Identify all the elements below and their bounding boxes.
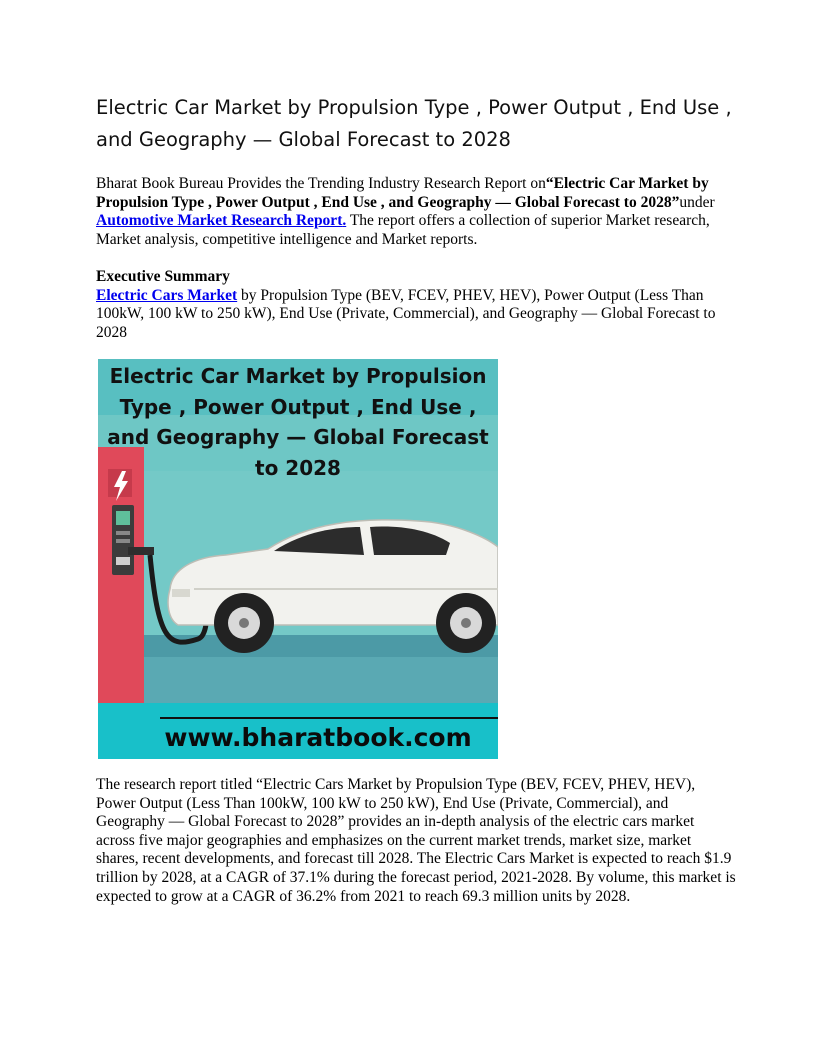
electric-car-icon	[168, 520, 498, 653]
banner-title: Electric Car Market by Propulsion Type , Power Output , End Use , and Geography — Global Forecast to 2028	[107, 364, 489, 480]
executive-summary-heading: Executive Summary	[96, 268, 230, 285]
banner-divider-line	[160, 717, 498, 719]
banner-ground	[98, 655, 498, 703]
intro-text-after: The report offers a collection of superior Market research, Market analysis, competitive intelligence and Market reports.	[96, 212, 710, 248]
automotive-report-link-suffix: .	[342, 212, 347, 230]
executive-summary	[96, 268, 736, 342]
banner-road	[98, 635, 498, 657]
intro-report-title: “Electric Car Market by Propulsion Type , Power Output , End Use , and Geography — Global Forecast to 2028”	[96, 175, 709, 211]
intro-text-under: under	[679, 193, 715, 211]
automotive-report-link[interactable]	[96, 212, 346, 229]
intro-text-before: Bharat Book Bureau Provides the Trending Industry Research Report on	[96, 175, 546, 192]
report-banner-image	[98, 359, 498, 759]
report-description-paragraph: The research report titled “Electric Cars Market by Propulsion Type (BEV, FCEV, PHEV, HEV), Power Output (Less Than 100kW, 100 kW to 250 kW), End Use (Private, Commercial), and Geography — Global Forecast to 2028” provides an in-depth analysis of the electric cars market across five major geographies and emphasizes on the current market trends, market size, market shares, recent developments, and forecast till 2028. The Electric Cars Market is expected to reach $1.9 trillion by 2028, at a CAGR of 37.1% during the forecast period, 2021-2028. By volume, this market is expected to grow at a CAGR of 36.2% from 2021 to reach 69.3 million units by 2028.	[96, 776, 736, 905]
intro-paragraph	[96, 175, 736, 249]
automotive-report-link-label: Automotive Market Research Report	[96, 212, 343, 230]
electric-cars-market-link[interactable]: Electric Cars Market	[96, 286, 238, 304]
executive-summary-text: by Propulsion Type (BEV, FCEV, PHEV, HEV), Power Output (Less Than 100kW, 100 kW to 250 kW), End Use (Private, Commercial), and Geography — Global Forecast to 2028	[96, 286, 716, 341]
page-title: Electric Car Market by Propulsion Type , Power Output , End Use , and Geography — Global Forecast to 2028	[96, 96, 732, 151]
banner-url: www.bharatbook.com	[164, 723, 472, 752]
